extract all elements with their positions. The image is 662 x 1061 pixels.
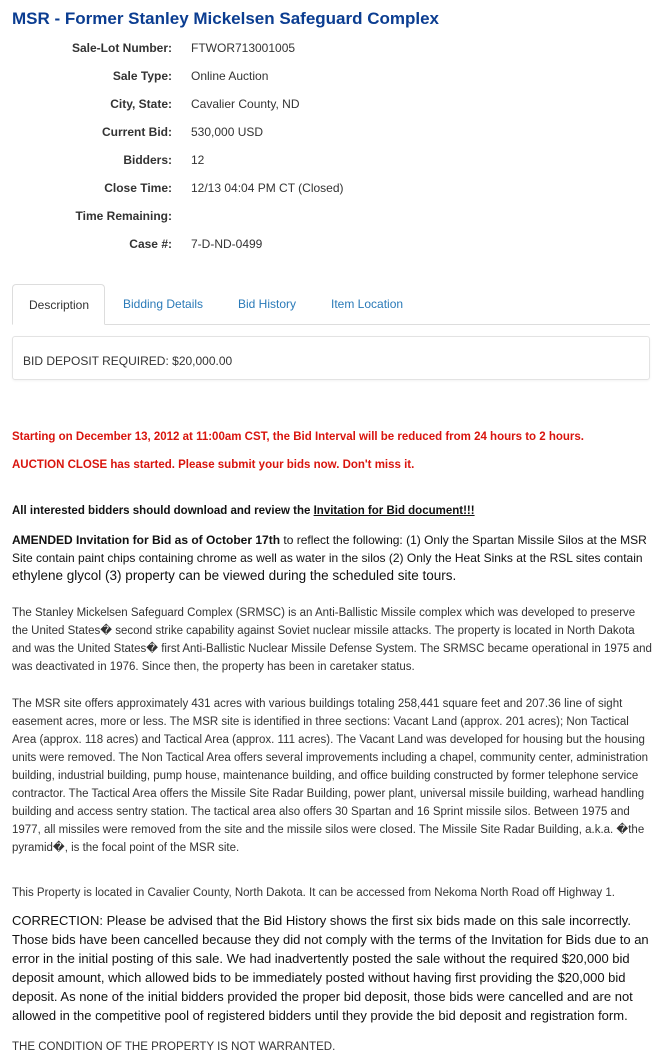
- detail-value: FTWOR713001005: [191, 41, 296, 55]
- detail-label: Sale Type:: [112, 69, 172, 83]
- amended-text: to reflect the following: (1) Only the Spartan Missile Silos at the MSR Site contain paint chips containing chrome as well as water in the silos (2) Only the Heat Sinks at the RSL sites contain: [12, 533, 647, 565]
- bid-interval-notice: Starting on December 13, 2012 at 11:00am CST, the Bid Interval will be reduced from 24 hours to 2 hours.: [12, 431, 584, 443]
- detail-row-sale-lot: [0, 35, 662, 63]
- detail-label: City, State:: [110, 97, 172, 111]
- auction-close-notice: AUCTION CLOSE has started. Please submit your bids now. Don't miss it.: [12, 459, 415, 471]
- warranty-notice: THE CONDITION OF THE PROPERTY IS NOT WARRANTED.: [12, 1041, 336, 1053]
- download-notice: [12, 505, 475, 517]
- tab-bid-history[interactable]: Bid History: [238, 297, 297, 311]
- tab-description[interactable]: Description: [12, 284, 105, 325]
- deposit-text: BID DEPOSIT REQUIRED: $20,000.00: [23, 354, 233, 368]
- detail-label: Current Bid:: [102, 125, 172, 139]
- detail-row-current-bid: [0, 119, 662, 147]
- detail-row-bidders: [0, 147, 662, 175]
- description-paragraph-2: The MSR site offers approximately 431 acres with various buildings totaling 258,441 square feet and 207.36 line of sight easement acres, more or less. The MSR site is identified in three sections: Vacant Land (approx. 201 acres); Non Tactical Area (approx. 118 acres) and Tactical Area (approx. 111 acres). The Vacant Land was developed for housing but the housing units were removed. The Non Tactical Area offers several improvements including a chapel, community center, administration building, industrial building, pump house, maintenance building, and office building constructed by former telephone service contractor. The Tactical Area offers the Missile Site Radar Building, power plant, universal missile building, warhead handling building and access sentry station. The tactical area also offers 30 Spartan and 16 Sprint missile silos. Between 1975 and 1977, all missiles were removed from the site and the missile silos were closed. The Missile Site Radar Building, a.k.a. �the pyramid�, is the focal point of the MSR site.: [12, 698, 649, 854]
- detail-row-case-number: [0, 231, 662, 259]
- sale-details: [0, 35, 662, 259]
- detail-value: Cavalier County, ND: [191, 97, 300, 111]
- detail-value: 530,000 USD: [191, 125, 264, 139]
- detail-label: Sale-Lot Number:: [71, 41, 172, 55]
- detail-row-close-time: [0, 175, 662, 203]
- correction-notice: CORRECTION: Please be advised that the Bid History shows the first six bids made on this sale incorrectly. Those bids have been cancelled because they did not comply with the terms of the Invitation for Bids due to an error in the initial posting of this sale. We had inadvertently posted the sale without the required $20,000 bid deposit amount, which allowed bids to be immediately posted without having first providing the $20,000 bid deposit. As none of the initial bidders provided the proper bid deposit, those bids were cancelled and are not allowed in the competitive pool of registered bidders until they provide the bid deposit and registration form.: [12, 913, 649, 1023]
- detail-label: Case #:: [129, 237, 172, 251]
- detail-row-city-state: [0, 91, 662, 119]
- amended-notice: [12, 531, 652, 585]
- detail-label: Bidders:: [123, 153, 172, 167]
- download-prefix: All interested bidders should download and review the: [12, 505, 314, 517]
- detail-label: Close Time:: [104, 181, 172, 195]
- page-title: MSR - Former Stanley Mickelsen Safeguard Complex: [12, 9, 440, 28]
- deposit-panel: [12, 336, 650, 380]
- amended-tail: ethylene glycol (3) property can be viewed during the scheduled site tours.: [12, 568, 457, 583]
- detail-row-time-remaining: [0, 203, 662, 231]
- description-paragraph-1: The Stanley Mickelsen Safeguard Complex (SRMSC) is an Anti-Ballistic Missile complex which was developed to preserve the United States� second strike capability against Soviet nuclear missile attacks. The property is located in North Dakota and was the United States� first Anti-Ballistic Nuclear Missile Defense System. The SRMSC became operational in 1975 and was deactivated in 1976. Since then, the property has been in caretaker status.: [12, 607, 652, 673]
- detail-value: Online Auction: [191, 69, 269, 83]
- description-paragraph-3: This Property is located in Cavalier County, North Dakota. It can be accessed from Nekoma North Road off Highway 1.: [12, 887, 615, 899]
- amended-lead: AMENDED Invitation for Bid as of October 17th: [12, 533, 281, 547]
- invitation-for-bid-link[interactable]: Invitation for Bid document!!!: [313, 505, 475, 517]
- tab-item-location[interactable]: Item Location: [331, 297, 404, 311]
- detail-value: 12: [191, 153, 205, 167]
- tab-bidding-details[interactable]: Bidding Details: [123, 297, 204, 311]
- detail-label: Time Remaining:: [75, 209, 172, 223]
- detail-value: 7-D-ND-0499: [191, 237, 263, 251]
- tab-bar: [12, 284, 650, 325]
- detail-row-sale-type: [0, 63, 662, 91]
- detail-value: 12/13 04:04 PM CT (Closed): [191, 181, 344, 195]
